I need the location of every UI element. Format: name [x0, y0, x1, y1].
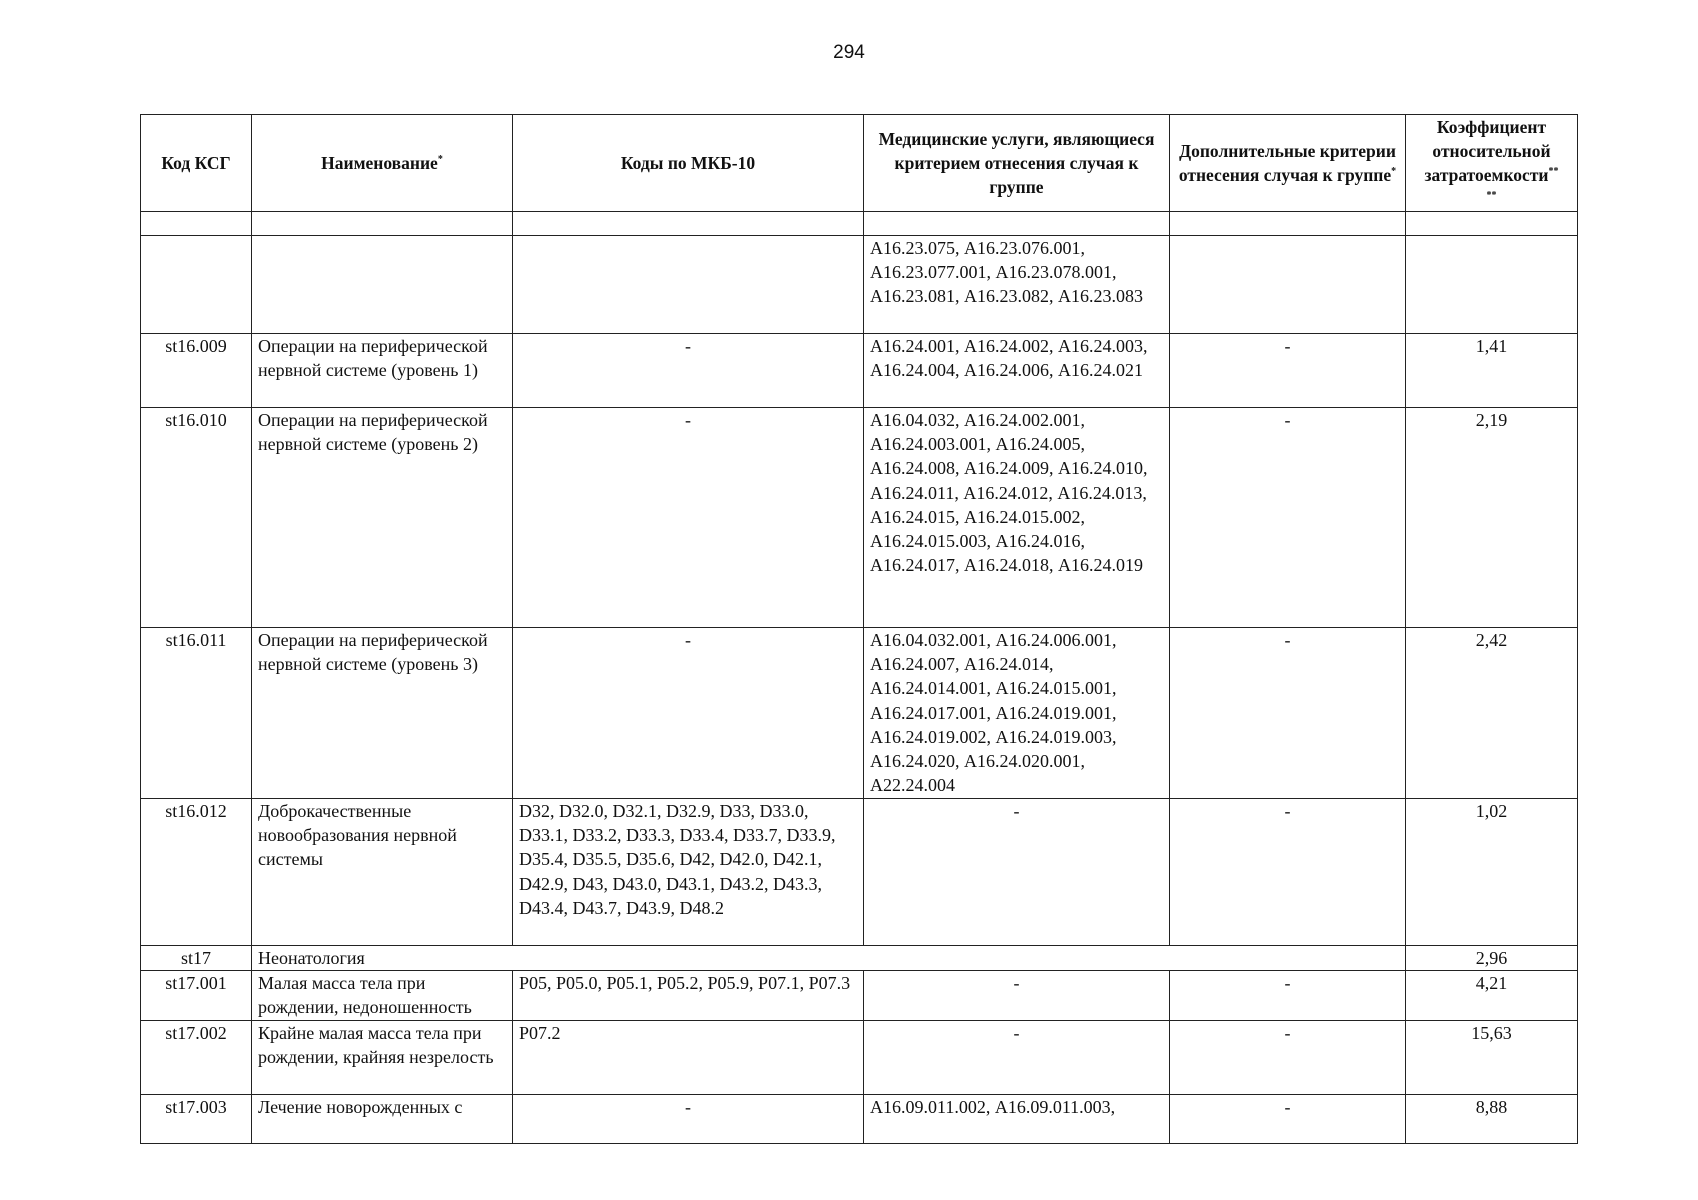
cell-coef: 2,96	[1406, 946, 1578, 971]
table-cell	[1406, 212, 1578, 236]
footnote-mark: **	[1486, 190, 1497, 202]
ksg-table	[140, 114, 1578, 1144]
table-cell	[252, 212, 513, 236]
cell-extra: -	[1170, 799, 1406, 946]
cell-icd: -	[513, 408, 864, 628]
cell-coef: 2,19	[1406, 408, 1578, 628]
cell-icd: P05, P05.0, P05.1, P05.2, P05.9, P07.1, P07.3	[513, 971, 864, 1020]
footnote-mark: **	[1548, 166, 1559, 178]
table-cell	[864, 212, 1170, 236]
header-name: Наименование*	[252, 115, 513, 212]
cell-name	[252, 236, 513, 334]
cell-code: st17.003	[141, 1094, 252, 1143]
cell-coef: 1,41	[1406, 334, 1578, 408]
cell-coef: 2,42	[1406, 628, 1578, 799]
cell-code: st16.011	[141, 628, 252, 799]
cell-name: Крайне малая масса тела при рождении, крайняя незрелость	[252, 1020, 513, 1094]
cell-icd	[513, 236, 864, 334]
table-row	[141, 799, 1578, 946]
cell-coef: 1,02	[1406, 799, 1578, 946]
cell-services: А16.09.011.002, А16.09.011.003,	[864, 1094, 1170, 1143]
table-row	[141, 236, 1578, 334]
cell-services: -	[864, 799, 1170, 946]
cell-services: -	[864, 971, 1170, 1020]
table-row	[141, 1094, 1578, 1143]
cell-services: А16.04.032.001, А16.24.006.001, А16.24.007, А16.24.014, А16.24.014.001, А16.24.015.001, А16.24.017.001, А16.24.019.001, А16.24.019.002, А16.24.019.003, А16.24.020, А16.24.020.001, А22.24.004	[864, 628, 1170, 799]
cell-code: st16.009	[141, 334, 252, 408]
header-icd: Коды по МКБ-10	[513, 115, 864, 212]
cell-name: Операции на периферической нервной системе (уровень 3)	[252, 628, 513, 799]
table-cell	[1170, 212, 1406, 236]
cell-name: Операции на периферической нервной системе (уровень 2)	[252, 408, 513, 628]
cell-icd: D32, D32.0, D32.1, D32.9, D33, D33.0, D33.1, D33.2, D33.3, D33.4, D33.7, D33.9, D35.4, D35.5, D35.6, D42, D42.0, D42.1, D42.9, D43, D43.0, D43.1, D43.2, D43.3, D43.4, D43.7, D43.9, D48.2	[513, 799, 864, 946]
table-cell	[513, 212, 864, 236]
cell-coef	[1406, 236, 1578, 334]
header-code: Код КСГ	[141, 115, 252, 212]
footnote-mark: *	[437, 154, 443, 166]
cell-section-name: Неонатология	[252, 946, 1406, 971]
header-extra-criteria: Дополнительные критерии отнесения случая к группе*	[1170, 115, 1406, 212]
table-row	[141, 628, 1578, 799]
cell-icd: -	[513, 334, 864, 408]
table-cell	[141, 212, 252, 236]
table-row	[141, 971, 1578, 1020]
footnote-mark: *	[1391, 166, 1397, 178]
cell-icd: P07.2	[513, 1020, 864, 1094]
cell-name: Малая масса тела при рождении, недоношенность	[252, 971, 513, 1020]
cell-extra: -	[1170, 334, 1406, 408]
page-number: 294	[833, 42, 865, 63]
cell-coef: 15,63	[1406, 1020, 1578, 1094]
table-row	[141, 408, 1578, 628]
cell-code: st16.012	[141, 799, 252, 946]
table-row-section	[141, 946, 1578, 971]
cell-extra: -	[1170, 1094, 1406, 1143]
cell-extra: -	[1170, 1020, 1406, 1094]
cell-services: А16.24.001, А16.24.002, А16.24.003, А16.24.004, А16.24.006, А16.24.021	[864, 334, 1170, 408]
header-coefficient: Коэффициент относительной затратоемкости** **	[1406, 115, 1578, 212]
cell-extra: -	[1170, 971, 1406, 1020]
cell-code: st17.002	[141, 1020, 252, 1094]
cell-name: Лечение новорожденных с	[252, 1094, 513, 1143]
cell-extra	[1170, 236, 1406, 334]
table-row-empty	[141, 212, 1578, 236]
cell-code: st17	[141, 946, 252, 971]
cell-coef: 8,88	[1406, 1094, 1578, 1143]
cell-icd: -	[513, 1094, 864, 1143]
table-header-row	[141, 115, 1578, 212]
cell-icd: -	[513, 628, 864, 799]
cell-name: Операции на периферической нервной системе (уровень 1)	[252, 334, 513, 408]
cell-code: st16.010	[141, 408, 252, 628]
table-row	[141, 334, 1578, 408]
cell-code: st17.001	[141, 971, 252, 1020]
cell-name: Доброкачественные новообразования нервной системы	[252, 799, 513, 946]
cell-code	[141, 236, 252, 334]
cell-extra: -	[1170, 408, 1406, 628]
cell-services: -	[864, 1020, 1170, 1094]
cell-services: А16.04.032, А16.24.002.001, А16.24.003.001, А16.24.005, А16.24.008, А16.24.009, А16.24.010, А16.24.011, А16.24.012, А16.24.013, А16.24.015, А16.24.015.002, А16.24.015.003, А16.24.016, А16.24.017, А16.24.018, А16.24.019	[864, 408, 1170, 628]
cell-extra: -	[1170, 628, 1406, 799]
cell-services: А16.23.075, А16.23.076.001, А16.23.077.001, А16.23.078.001, А16.23.081, А16.23.082, А16.23.083	[864, 236, 1170, 334]
header-services: Медицинские услуги, являющиеся критерием отнесения случая к группе	[864, 115, 1170, 212]
cell-coef: 4,21	[1406, 971, 1578, 1020]
table-row	[141, 1020, 1578, 1094]
